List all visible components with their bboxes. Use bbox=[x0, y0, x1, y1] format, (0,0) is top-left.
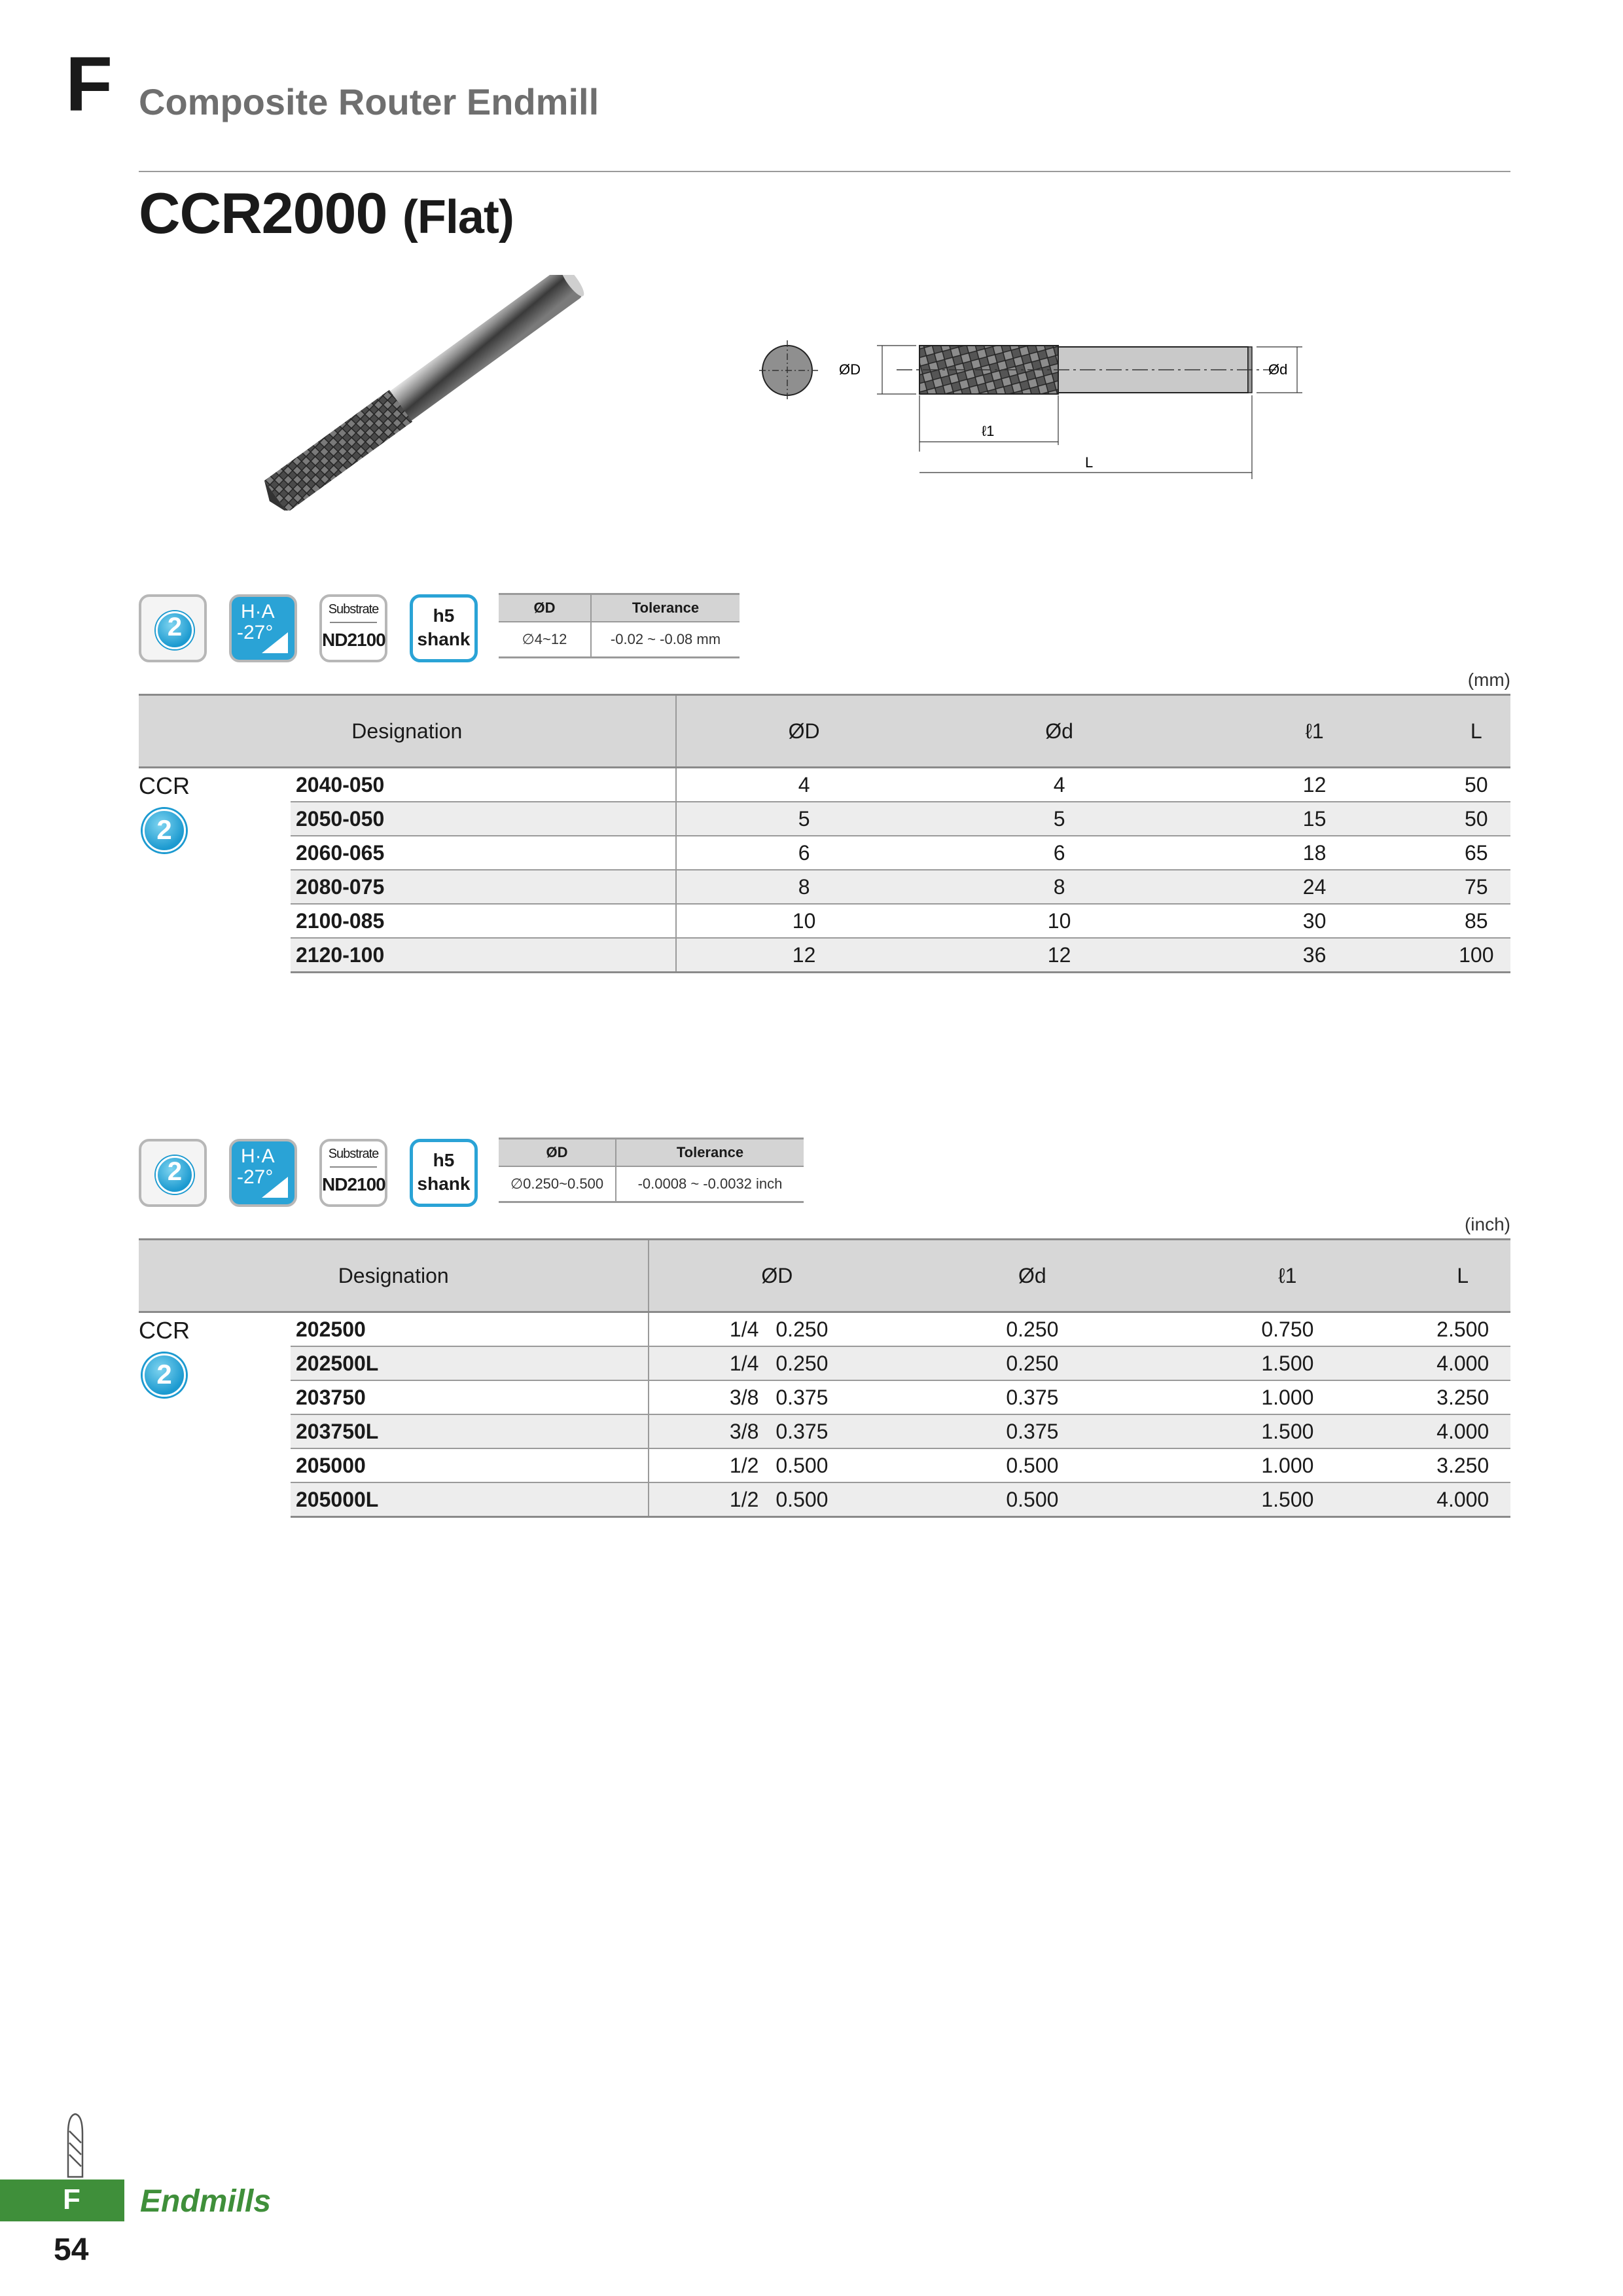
table-row-code: 2100-085 bbox=[291, 904, 676, 938]
cell-D bbox=[649, 1414, 904, 1448]
cell-D: 4 bbox=[676, 768, 932, 802]
tol-range: ∅0.250~0.500 bbox=[499, 1166, 616, 1202]
cell-l1: 1.000 bbox=[1160, 1380, 1415, 1414]
table-row-code: 205000 bbox=[291, 1448, 649, 1482]
cell-D bbox=[649, 1448, 904, 1482]
cell-L: 2.500 bbox=[1415, 1312, 1510, 1347]
cell-l1: 12 bbox=[1187, 768, 1442, 802]
inch-tolerance-table bbox=[499, 1138, 804, 1203]
h5-shank-icon: h5 shank bbox=[410, 594, 478, 662]
section-title: Composite Router Endmill bbox=[139, 81, 599, 122]
cell-d: 12 bbox=[932, 938, 1187, 973]
col-d: Ød bbox=[904, 1240, 1160, 1312]
cell-D: 12 bbox=[676, 938, 932, 973]
col-d: Ød bbox=[932, 695, 1187, 768]
flute-count-icon: 2 bbox=[139, 1350, 190, 1401]
metric-dimension-table bbox=[139, 694, 1510, 973]
cell-D-decimal: 0.500 bbox=[776, 1453, 829, 1477]
cell-d: 6 bbox=[932, 836, 1187, 870]
label-D: ØD bbox=[839, 361, 861, 378]
footer-tab-label: Endmills bbox=[140, 2184, 272, 2219]
series-cell bbox=[139, 1312, 291, 1517]
cell-D-decimal: 0.375 bbox=[776, 1385, 829, 1409]
table-row-code: 202500L bbox=[291, 1346, 649, 1380]
table-row-code: 2080-075 bbox=[291, 870, 676, 904]
col-L: L bbox=[1442, 695, 1510, 768]
product-name: CCR2000 bbox=[139, 181, 387, 245]
cell-l1: 1.500 bbox=[1160, 1346, 1415, 1380]
h5-shank-icon: h5 shank bbox=[410, 1139, 478, 1207]
metric-tolerance-table bbox=[499, 593, 740, 658]
cell-L: 4.000 bbox=[1415, 1346, 1510, 1380]
tol-header-tolerance: Tolerance bbox=[591, 594, 740, 622]
series-cell bbox=[139, 768, 291, 973]
cell-l1: 36 bbox=[1187, 938, 1442, 973]
table-row-code: 2050-050 bbox=[291, 802, 676, 836]
col-l1: ℓ1 bbox=[1187, 695, 1442, 768]
table-row-code: 203750 bbox=[291, 1380, 649, 1414]
cell-D bbox=[649, 1482, 904, 1517]
cell-D-decimal: 0.250 bbox=[776, 1351, 829, 1375]
flute-count-icon: 2 bbox=[139, 1139, 207, 1207]
cell-D: 8 bbox=[676, 870, 932, 904]
substrate-icon: Substrate ND2100 bbox=[319, 1139, 387, 1207]
cell-l1: 30 bbox=[1187, 904, 1442, 938]
tol-header-tolerance: Tolerance bbox=[616, 1139, 804, 1167]
flute-count-icon: 2 bbox=[139, 805, 190, 856]
flute-count-icon: 2 bbox=[139, 594, 207, 662]
table-row-code: 202500 bbox=[291, 1312, 649, 1347]
cell-D-fraction: 1/2 bbox=[729, 1487, 759, 1511]
cell-L: 4.000 bbox=[1415, 1482, 1510, 1517]
tol-value: -0.0008 ~ -0.0032 inch bbox=[616, 1166, 804, 1202]
label-L: L bbox=[1085, 454, 1094, 471]
cell-D: 6 bbox=[676, 836, 932, 870]
cell-D-fraction: 1/4 bbox=[729, 1351, 759, 1375]
col-designation: Designation bbox=[139, 695, 676, 768]
helix-angle-icon: H·A -27° bbox=[229, 1139, 297, 1207]
cell-D: 5 bbox=[676, 802, 932, 836]
cell-D bbox=[649, 1346, 904, 1380]
footer-tab bbox=[0, 2179, 124, 2221]
substrate-icon: Substrate ND2100 bbox=[319, 594, 387, 662]
helix-angle-icon: H·A -27° bbox=[229, 594, 297, 662]
cell-L: 50 bbox=[1442, 802, 1510, 836]
cell-D bbox=[649, 1380, 904, 1414]
cell-d: 8 bbox=[932, 870, 1187, 904]
cell-d: 0.250 bbox=[904, 1312, 1160, 1347]
cell-d: 0.500 bbox=[904, 1448, 1160, 1482]
series-label: CCR bbox=[139, 772, 190, 799]
cell-d: 0.375 bbox=[904, 1414, 1160, 1448]
cell-D bbox=[649, 1312, 904, 1347]
cell-l1: 1.000 bbox=[1160, 1448, 1415, 1482]
label-d: Ød bbox=[1268, 361, 1288, 378]
cell-l1: 0.750 bbox=[1160, 1312, 1415, 1347]
cell-D-fraction: 1/2 bbox=[729, 1453, 759, 1477]
tol-header-D: ØD bbox=[499, 594, 591, 622]
cell-L: 3.250 bbox=[1415, 1448, 1510, 1482]
cell-D: 10 bbox=[676, 904, 932, 938]
endmill-photo bbox=[223, 275, 615, 511]
product-subtitle: (Flat) bbox=[402, 191, 514, 243]
col-L: L bbox=[1415, 1240, 1510, 1312]
cell-l1: 1.500 bbox=[1160, 1482, 1415, 1517]
inch-dimension-table bbox=[139, 1238, 1510, 1518]
cell-D-decimal: 0.500 bbox=[776, 1487, 829, 1511]
cell-d: 5 bbox=[932, 802, 1187, 836]
cell-L: 85 bbox=[1442, 904, 1510, 938]
cell-l1: 24 bbox=[1187, 870, 1442, 904]
cell-D-fraction: 3/8 bbox=[729, 1385, 759, 1409]
cell-d: 10 bbox=[932, 904, 1187, 938]
metric-unit: (mm) bbox=[1467, 670, 1510, 690]
cell-L: 65 bbox=[1442, 836, 1510, 870]
footer-tab-letter: F bbox=[63, 2183, 80, 2215]
cell-l1: 1.500 bbox=[1160, 1414, 1415, 1448]
col-designation: Designation bbox=[139, 1240, 649, 1312]
cell-D-fraction: 3/8 bbox=[729, 1419, 759, 1443]
table-row-code: 205000L bbox=[291, 1482, 649, 1517]
product-title bbox=[139, 181, 514, 245]
page-number: 54 bbox=[54, 2233, 89, 2267]
cell-l1: 18 bbox=[1187, 836, 1442, 870]
section-letter: F bbox=[65, 41, 113, 128]
cell-d: 4 bbox=[932, 768, 1187, 802]
col-l1: ℓ1 bbox=[1160, 1240, 1415, 1312]
table-row-code: 203750L bbox=[291, 1414, 649, 1448]
endmill-footer-icon bbox=[59, 2111, 92, 2179]
table-row-code: 2120-100 bbox=[291, 938, 676, 973]
cell-L: 50 bbox=[1442, 768, 1510, 802]
inch-unit: (inch) bbox=[1464, 1214, 1510, 1234]
cell-D-decimal: 0.375 bbox=[776, 1419, 829, 1443]
cell-L: 3.250 bbox=[1415, 1380, 1510, 1414]
cell-L: 4.000 bbox=[1415, 1414, 1510, 1448]
tol-header-D: ØD bbox=[499, 1139, 616, 1167]
endmill-drawing bbox=[759, 327, 1400, 491]
col-D: ØD bbox=[649, 1240, 904, 1312]
series-label: CCR bbox=[139, 1317, 190, 1344]
cell-d: 0.500 bbox=[904, 1482, 1160, 1517]
cell-L: 75 bbox=[1442, 870, 1510, 904]
table-row-code: 2040-050 bbox=[291, 768, 676, 802]
tol-value: -0.02 ~ -0.08 mm bbox=[591, 622, 740, 658]
cell-D-fraction: 1/4 bbox=[729, 1317, 759, 1341]
header-divider bbox=[139, 171, 1510, 172]
cell-d: 0.250 bbox=[904, 1346, 1160, 1380]
cell-L: 100 bbox=[1442, 938, 1510, 973]
col-D: ØD bbox=[676, 695, 932, 768]
cell-d: 0.375 bbox=[904, 1380, 1160, 1414]
cell-D-decimal: 0.250 bbox=[776, 1317, 829, 1341]
cell-l1: 15 bbox=[1187, 802, 1442, 836]
tol-range: ∅4~12 bbox=[499, 622, 591, 658]
label-l1: ℓ1 bbox=[982, 423, 995, 439]
table-row-code: 2060-065 bbox=[291, 836, 676, 870]
